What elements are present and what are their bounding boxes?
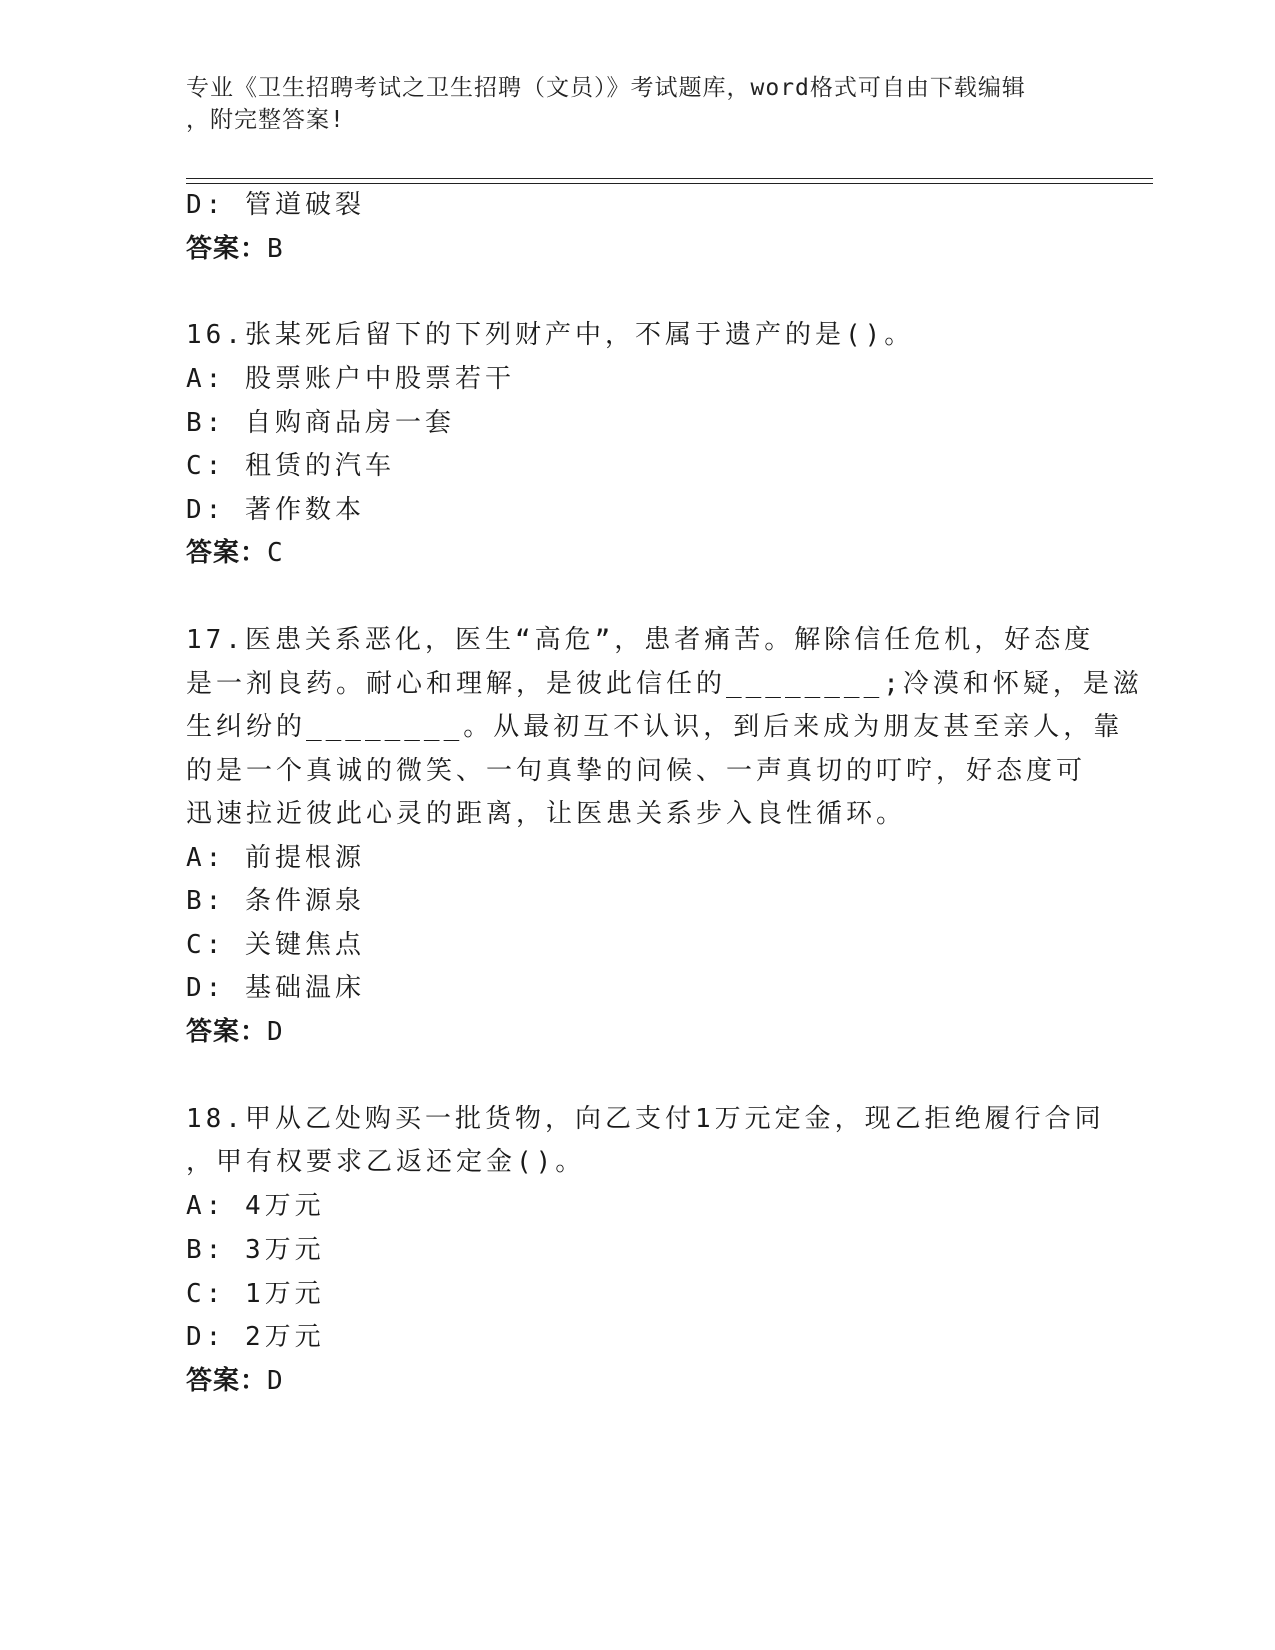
answer-label: 答案： bbox=[186, 1017, 268, 1047]
header-line-2: ，附完整答案! bbox=[186, 107, 345, 133]
q18-option-d: D: 2万元 bbox=[186, 1322, 325, 1352]
q16-stem: 16.张某死后留下的下列财产中，不属于遗产的是()。 bbox=[186, 320, 915, 350]
q17-stem-line-4: 的是一个真诚的微笑、一句真挚的问候、一声真切的叮咛，好态度可 bbox=[186, 756, 1087, 786]
q17-option-a: A: 前提根源 bbox=[186, 843, 365, 873]
q17-option-c: C: 关键焦点 bbox=[186, 930, 365, 960]
q18-answer bbox=[186, 1366, 284, 1396]
answer-label: 答案： bbox=[186, 538, 268, 568]
header-line-1: 专业《卫生招聘考试之卫生招聘（文员）》考试题库，word格式可自由下载编辑 bbox=[186, 75, 1026, 101]
header-divider-top bbox=[186, 178, 1153, 179]
answer-label: 答案： bbox=[186, 1366, 268, 1396]
prev-option-d: D: 管道破裂 bbox=[186, 190, 365, 220]
q18-option-c: C: 1万元 bbox=[186, 1279, 325, 1309]
header-divider-bottom bbox=[186, 183, 1153, 184]
answer-label: 答案： bbox=[186, 234, 268, 264]
answer-value: B bbox=[267, 234, 284, 264]
q17-option-d: D: 基础温床 bbox=[186, 973, 365, 1003]
answer-value: D bbox=[267, 1366, 284, 1396]
answer-value: C bbox=[267, 538, 284, 568]
q17-option-b: B: 条件源泉 bbox=[186, 886, 365, 916]
q17-stem-line-1: 17.医患关系恶化，医生“高危”，患者痛苦。解除信任危机，好态度 bbox=[186, 625, 1095, 655]
q17-stem-line-5: 迅速拉近彼此心灵的距离，让医患关系步入良性循环。 bbox=[186, 799, 907, 829]
q18-stem-line-2: ，甲有权要求乙返还定金()。 bbox=[186, 1147, 586, 1177]
q18-option-a: A: 4万元 bbox=[186, 1191, 325, 1221]
prev-answer bbox=[186, 234, 284, 264]
q18-option-b: B: 3万元 bbox=[186, 1235, 325, 1265]
q16-option-a: A: 股票账户中股票若干 bbox=[186, 364, 515, 394]
q17-stem-line-2: 是一剂良药。耐心和理解，是彼此信任的________;冷漠和怀疑，是滋 bbox=[186, 669, 1143, 699]
q17-stem-line-3: 生纠纷的________。从最初互不认识，到后来成为朋友甚至亲人，靠 bbox=[186, 712, 1124, 742]
answer-value: D bbox=[267, 1017, 284, 1047]
q16-option-c: C: 租赁的汽车 bbox=[186, 451, 395, 481]
q17-answer bbox=[186, 1017, 284, 1047]
q18-stem-line-1: 18.甲从乙处购买一批货物，向乙支付1万元定金，现乙拒绝履行合同 bbox=[186, 1104, 1105, 1134]
q16-answer bbox=[186, 538, 284, 568]
document-header bbox=[186, 72, 1066, 136]
q16-option-b: B: 自购商品房一套 bbox=[186, 408, 455, 438]
q16-option-d: D: 著作数本 bbox=[186, 495, 365, 525]
